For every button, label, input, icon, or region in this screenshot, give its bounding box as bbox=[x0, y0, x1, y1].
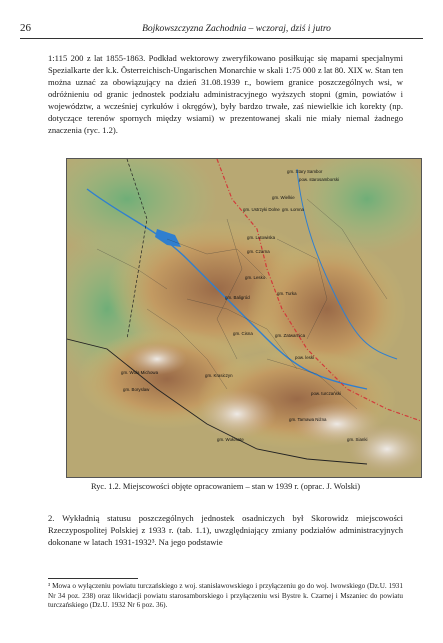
paragraph-1: 1:115 200 z lat 1855-1863. Podkład wektorowy zweryfikowano posiłkując się mapami specjalnymi Spezialkarte der k.k. Österreichisch-Ungarischen Monarchie w skali 1:75 000 z lat 80. XIX w. Stan ten można uznać za obowiązujący na dzień 31.08.1939 r., bowiem granice poszczególnych wsi, w odróżnieniu od granic jednostek podziału administracyjnego wyższych stopni (gmin, powiatów i województw, a wcześniej cyrkułów i okręgów), były bardzo trwałe, zaś niewielkie ich korekty (np. dotyczące terenów spornych między wsiami) w prezentowanej skali nie miały niemal żadnego znaczenia (ryc. 1.2). bbox=[48, 53, 403, 135]
map-label: gm. Stary Sambor bbox=[287, 169, 323, 174]
page-number: 26 bbox=[20, 22, 31, 34]
map-label: gm. Łomna bbox=[282, 207, 304, 212]
running-title: Bojkowszczyzna Zachodnia – wczoraj, dziś i jutro bbox=[142, 24, 331, 34]
map-figure bbox=[66, 158, 422, 478]
header-rule bbox=[20, 38, 423, 39]
map-label: gm. Lutowiska bbox=[247, 235, 276, 240]
map-label: gm. Lesko bbox=[245, 275, 266, 280]
map-label: gm. Wołosate bbox=[217, 437, 244, 442]
map-label: gm. Boryslaw bbox=[123, 387, 150, 392]
page-header bbox=[20, 22, 423, 36]
map-label: pow. starosamborski bbox=[299, 177, 340, 182]
figure-caption: Ryc. 1.2. Miejscowości objęte opracowaniem – stan w 1939 r. (oprac. J. Wolski) bbox=[90, 482, 361, 491]
footnote-rule bbox=[48, 578, 138, 579]
map-label: gm. Krasiczyn bbox=[205, 373, 233, 378]
map-label: gm. Turka bbox=[277, 291, 297, 296]
map-label: gm. Zatwarnica bbox=[275, 333, 306, 338]
map-label: gm. Wola Michowa bbox=[121, 370, 159, 375]
map-label: pow. turczański bbox=[311, 391, 342, 396]
map-label: gm. Tarnawa Niżna bbox=[289, 417, 327, 422]
map-label: gm. Cisna bbox=[233, 331, 253, 336]
footnote: ³ Mowa o wyłączeniu powiatu turczańskiego z woj. stanisławowskiego i przyłączeniu go do woj. lwowskiego (Dz.U. 1931 Nr 34 poz. 238) oraz likwidacji powiatu starosamborskiego i przyłączeniu wsi Bystre k. Czarnej i Mszaniec do powiatu turczańskiego (Dz.U. 1932 Nr 6 poz. 36). bbox=[48, 582, 403, 609]
map-label: gm. Wielkie bbox=[272, 195, 295, 200]
map-label: pow. leski bbox=[295, 355, 315, 360]
relief-map bbox=[67, 159, 421, 477]
map-label: gm. Baligród bbox=[225, 295, 250, 300]
map-label: gm. Ustrzyki Dolne bbox=[243, 207, 280, 212]
map-label: gm. Sianki bbox=[347, 437, 368, 442]
map-label: gm. Czarna bbox=[247, 249, 270, 254]
paragraph-2: 2. Wykładnią statusu poszczególnych jednostek osadniczych był Skorowidz miejscowości Rzeczypospolitej Polskiej z 1933 r. (tab. 1.1), uwzględniający zmiany podziałów administracyjnych dokonane w latach 1931-1932³. Na jego podstawie bbox=[48, 513, 403, 547]
